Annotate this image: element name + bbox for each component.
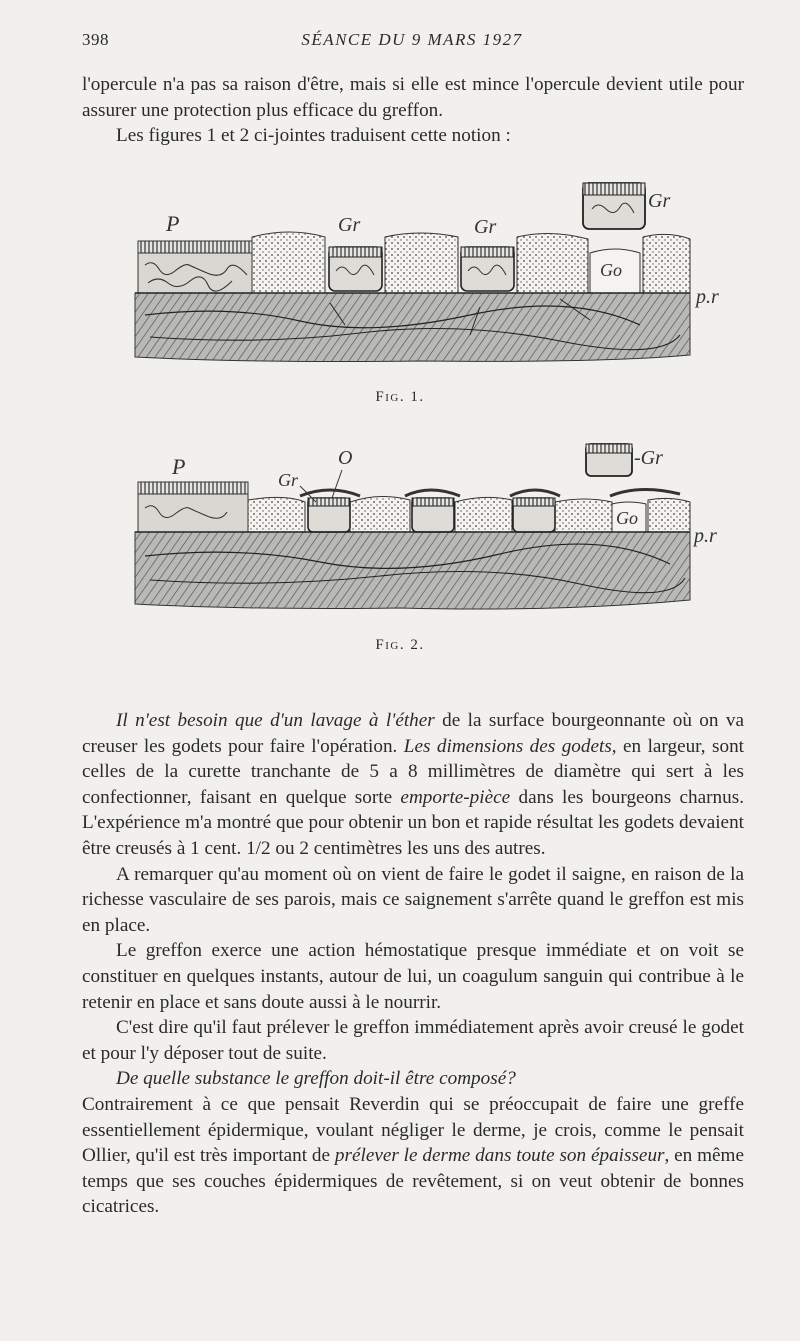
fig1-skin-edge [138, 241, 255, 293]
figure-2-caption: Fig. 2. [375, 637, 425, 653]
fig2-label-gr-left: Gr [278, 470, 299, 490]
fig1-label-go: Go [600, 260, 622, 280]
figure-1 [0, 175, 800, 365]
fig1-label-pr: p.r [696, 286, 719, 308]
fig2-label-o: O [338, 447, 353, 469]
fig2-skin-edge [138, 482, 248, 532]
fig2-label-go: Go [616, 508, 638, 528]
paragraph-1: Il n'est besoin que d'un lavage à l'éther de la surface bourgeonnante où on va creuser les godets pour faire l'opération. Les dimensions des godets, en largeur, sont celles de la curette tranchante de 5 a 8 millimètres de diamètre qui sert à les confectionner, faisant en quelque sorte emporte-pièce dans les bourgeons charnus. L'expérience m'a montré que pour obtenir un bon et rapide résultat les godets devaient être creusés à 1 cent. 1/2 ou 2 centimètres les uns des autres. [82, 710, 745, 859]
page-number: 398 [82, 30, 109, 49]
fig1-grafts [329, 183, 645, 293]
fig1-dermis [135, 293, 690, 362]
fig2-label-gr-top: -Gr [634, 447, 663, 469]
fig1-label-gr-left: Gr [338, 214, 361, 236]
paragraph-2: A remarquer qu'au moment où on vient de faire le godet il saigne, en raison de la richesse vasculaire de ses parois, mais ce saignement s'arrête quand le greffon est mis en place. [82, 863, 744, 936]
fig1-label-p: P [166, 211, 180, 236]
fig1-label-gr-top: Gr [648, 190, 671, 212]
fig2-label-pr: p.r [694, 525, 717, 547]
intro-text [82, 72, 744, 149]
running-head: SÉANCE DU 9 MARS 1927 [301, 30, 523, 49]
fig2-label-p: P [172, 454, 186, 479]
figure-2 [0, 440, 800, 620]
paragraph-5: De quelle substance le greffon doit-il être composé? [116, 1068, 516, 1090]
fig2-dermis [135, 532, 690, 609]
fig1-label-gr-mid: Gr [474, 216, 497, 238]
paragraph-3: Le greffon exerce une action hémostatique presque immédiate et on voit se constituer en quelques instants, autour de lui, un coagulum sanguin qui contribue à le retenir en place et sans doute aussi à le nourrir. [82, 940, 744, 1013]
intro-figures-sentence: Les figures 1 et 2 ci-jointes traduisent cette notion : [116, 125, 511, 147]
figure-1-caption: Fig. 1. [375, 389, 425, 405]
intro-paragraph: l'opercule n'a pas sa raison d'être, mais si elle est mince l'opercule devient utile pour assurer une protection plus efficace du greffon. [82, 74, 744, 121]
body-text [82, 708, 744, 1220]
paragraph-6: Contrairement à ce que pensait Reverdin qui se préoccupait de faire une greffe essentiellement épidermique, voulant négliger le derme, je crois, comme le pensait Ollier, qu'il est très important de prélever le derme dans toute son épaisseur, en même temps que ses couches épidermiques de revêtement, si on veut obtenir de bonnes cicatrices. [82, 1093, 744, 1218]
page-header [82, 30, 742, 54]
paragraph-4: C'est dire qu'il faut prélever le greffon immédiatement après avoir creusé le godet et pour l'y déposer tout de suite. [82, 1017, 744, 1064]
